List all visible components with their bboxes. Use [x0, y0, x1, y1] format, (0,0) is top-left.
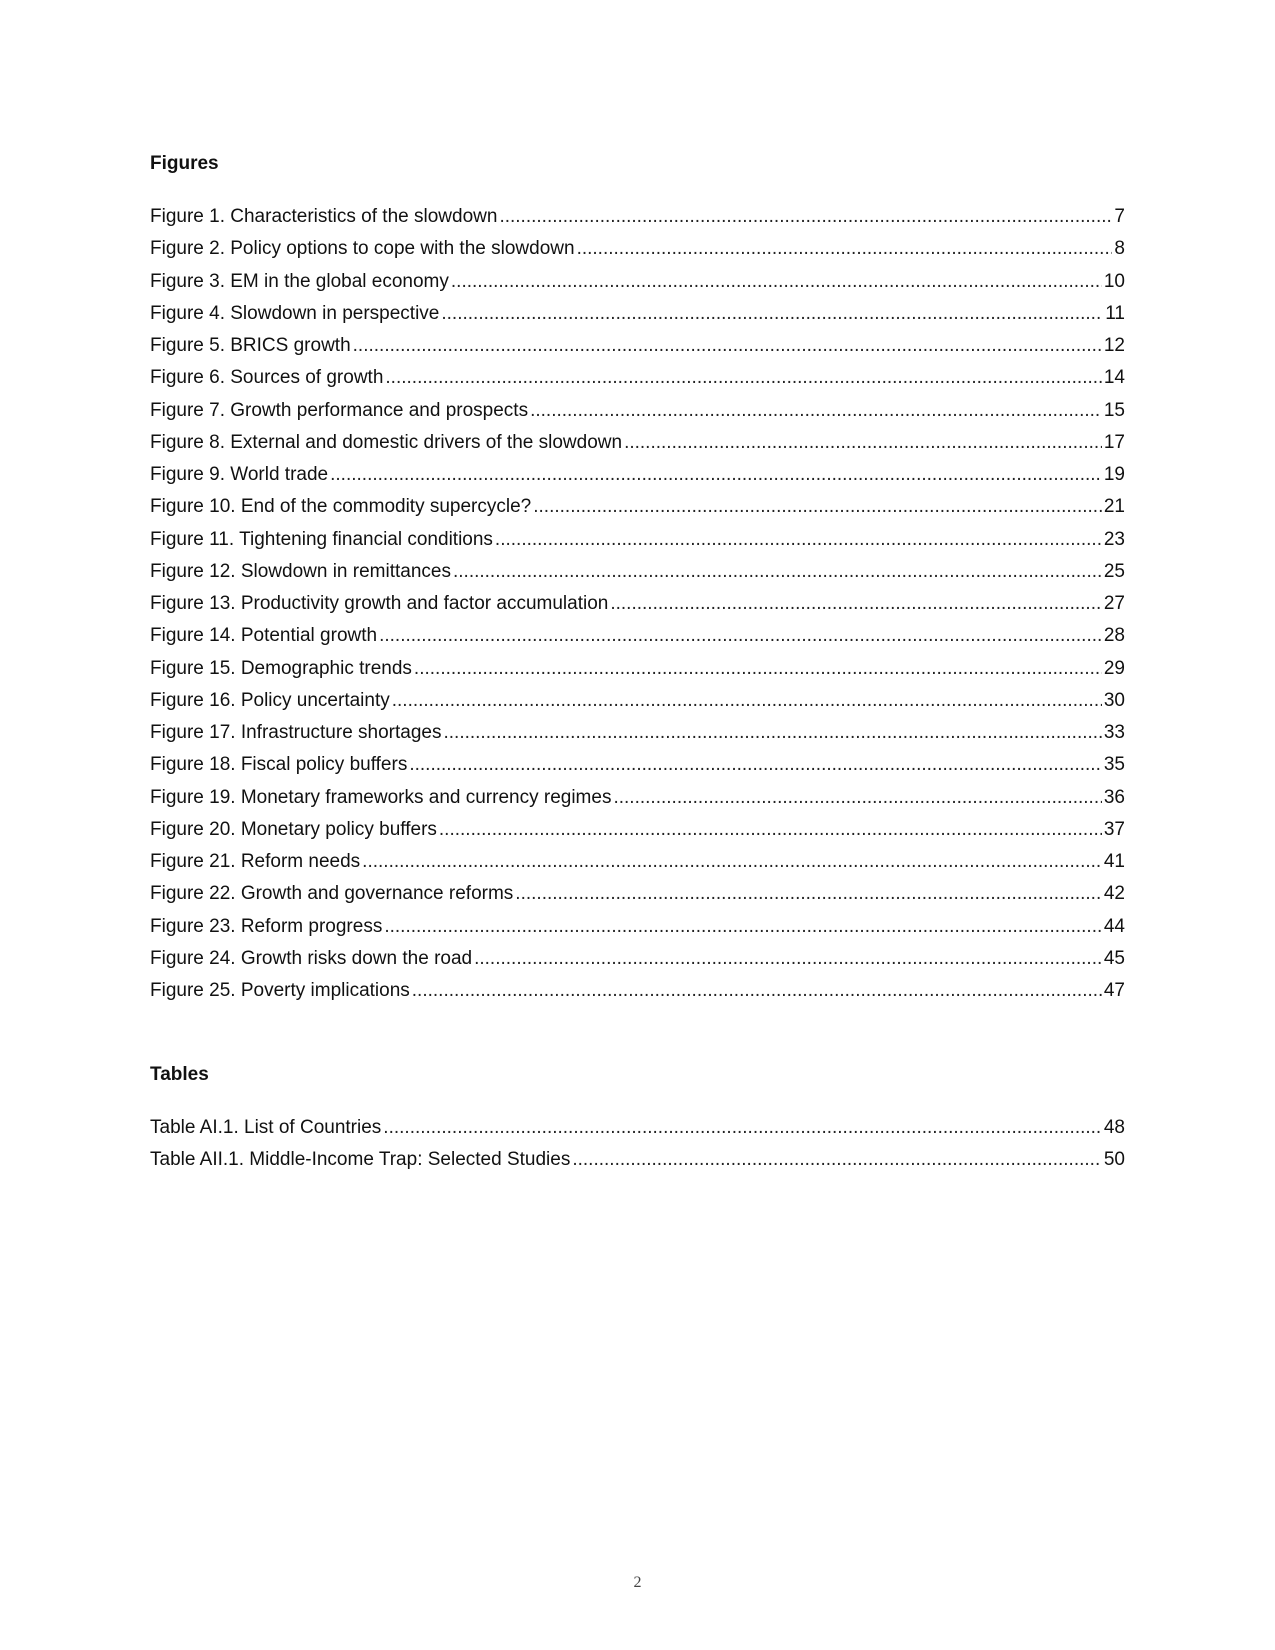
- figure-entry[interactable]: [150, 366, 1125, 398]
- dot-leader: [362, 850, 1102, 874]
- dot-leader: [379, 624, 1102, 648]
- table-entry-title: Table AII.1. Middle-Income Trap: Selected Studies: [150, 1149, 571, 1171]
- figure-entry-page: 25: [1103, 560, 1125, 582]
- figure-entry[interactable]: [150, 915, 1125, 947]
- figure-entry[interactable]: [150, 721, 1125, 753]
- tables-heading: Tables: [150, 1064, 209, 1085]
- figure-entry-title: Figure 24. Growth risks down the road: [150, 947, 473, 969]
- figure-entry-title: Figure 25. Poverty implications: [150, 980, 410, 1001]
- figure-entry[interactable]: [150, 624, 1125, 656]
- figure-entry[interactable]: [150, 818, 1125, 850]
- figure-entry-title: Figure 11. Tightening financial conditions: [150, 528, 493, 550]
- figure-entry-title: Figure 18. Fiscal policy buffers: [150, 754, 408, 776]
- figure-entry-title: Figure 1. Characteristics of the slowdown: [150, 206, 498, 227]
- figure-entry-title: Figure 17. Infrastructure shortages: [150, 722, 442, 743]
- figure-entry[interactable]: [150, 270, 1125, 302]
- figure-entry-page: 17: [1103, 431, 1125, 453]
- dot-leader: [439, 818, 1102, 842]
- figure-entry-title: Figure 4. Slowdown in perspective: [150, 302, 440, 324]
- figure-entry-title: Figure 7. Growth performance and prospects: [150, 399, 529, 421]
- dot-leader: [515, 882, 1102, 906]
- figure-entry[interactable]: [150, 334, 1125, 366]
- dot-leader: [409, 753, 1102, 777]
- figure-entry-page: 15: [1103, 399, 1125, 421]
- figure-entry[interactable]: [150, 431, 1125, 463]
- dot-leader: [530, 399, 1102, 423]
- figure-entry-title: Figure 20. Monetary policy buffers: [150, 818, 437, 840]
- figure-entry-page: 35: [1103, 754, 1125, 776]
- dot-leader: [572, 1148, 1102, 1172]
- dot-leader: [385, 366, 1101, 390]
- table-entry[interactable]: [150, 1148, 1125, 1180]
- figure-entry-title: Figure 2. Policy options to cope with the slowdown: [150, 238, 575, 260]
- table-entry-page: 48: [1103, 1117, 1125, 1138]
- figure-entry-page: 14: [1103, 367, 1125, 389]
- table-entry[interactable]: [150, 1116, 1125, 1148]
- dot-leader: [441, 302, 1103, 326]
- figure-entry-title: Figure 13. Productivity growth and factor accumulation: [150, 593, 609, 614]
- page-number: 2: [633, 1574, 642, 1591]
- table-entry-title: Table AI.1. List of Countries: [150, 1117, 382, 1138]
- dot-leader: [577, 237, 1113, 261]
- figure-entry-page: 10: [1103, 270, 1125, 292]
- figure-entry-title: Figure 5. BRICS growth: [150, 335, 351, 356]
- figure-entry-page: 27: [1103, 593, 1125, 614]
- dot-leader: [453, 560, 1102, 584]
- figure-entry-page: 12: [1103, 335, 1125, 356]
- dot-leader: [451, 270, 1102, 294]
- figure-entry[interactable]: [150, 947, 1125, 979]
- figure-entry-title: Figure 8. External and domestic drivers of the slowdown: [150, 431, 623, 453]
- dot-leader: [414, 657, 1102, 681]
- dot-leader: [474, 947, 1102, 971]
- figure-entry-title: Figure 23. Reform progress: [150, 915, 383, 937]
- figure-entry-page: 41: [1103, 851, 1125, 872]
- dot-leader: [499, 205, 1112, 229]
- figure-entry-title: Figure 16. Policy uncertainty: [150, 689, 390, 711]
- figure-entry[interactable]: [150, 850, 1125, 882]
- figure-entry-page: 8: [1114, 238, 1125, 260]
- figure-entry[interactable]: [150, 302, 1125, 334]
- figure-entry-title: Figure 6. Sources of growth: [150, 367, 384, 389]
- figure-entry[interactable]: [150, 592, 1125, 624]
- dot-leader: [533, 495, 1102, 519]
- figure-entry-page: 45: [1103, 947, 1125, 969]
- figure-entry-title: Figure 14. Potential growth: [150, 625, 378, 647]
- dot-leader: [613, 786, 1101, 810]
- figure-entry-title: Figure 9. World trade: [150, 464, 329, 485]
- figure-entry-page: 47: [1103, 980, 1125, 1001]
- dot-leader: [412, 979, 1102, 1003]
- figure-entry-title: Figure 10. End of the commodity supercycle?: [150, 496, 532, 518]
- figure-entry-page: 42: [1103, 883, 1125, 905]
- figure-entry[interactable]: [150, 205, 1125, 237]
- figure-entry[interactable]: [150, 560, 1125, 592]
- dot-leader: [383, 1116, 1102, 1140]
- figures-heading: Figures: [150, 153, 219, 174]
- figure-entry[interactable]: [150, 689, 1125, 721]
- dot-leader: [443, 721, 1101, 745]
- dot-leader: [495, 528, 1102, 552]
- figure-entry[interactable]: [150, 495, 1125, 527]
- figure-entry-title: Figure 19. Monetary frameworks and currency regimes: [150, 786, 612, 808]
- figure-entry-page: 7: [1114, 206, 1125, 227]
- figure-entry-title: Figure 21. Reform needs: [150, 851, 361, 872]
- figure-entry-title: Figure 3. EM in the global economy: [150, 270, 449, 292]
- figure-entry-page: 21: [1103, 496, 1125, 518]
- dot-leader: [392, 689, 1102, 713]
- figure-entry[interactable]: [150, 399, 1125, 431]
- figure-entry-page: 19: [1103, 464, 1125, 485]
- figure-entry[interactable]: [150, 786, 1125, 818]
- figure-entry-page: 33: [1103, 722, 1125, 743]
- figure-entry-page: 29: [1103, 657, 1125, 679]
- figure-entry[interactable]: [150, 237, 1125, 269]
- figure-entry[interactable]: [150, 657, 1125, 689]
- figure-entry[interactable]: [150, 753, 1125, 785]
- figure-entry-page: 44: [1103, 915, 1125, 937]
- dot-leader: [384, 915, 1102, 939]
- figure-entry-page: 11: [1105, 302, 1125, 324]
- dot-leader: [610, 592, 1102, 616]
- figure-entry-page: 23: [1103, 528, 1125, 550]
- figure-entry[interactable]: [150, 979, 1125, 1011]
- figure-entry[interactable]: [150, 528, 1125, 560]
- figure-entry-page: 37: [1103, 818, 1125, 840]
- figure-entry-page: 28: [1103, 625, 1125, 647]
- figure-entry-page: 36: [1103, 786, 1125, 808]
- dot-leader: [353, 334, 1102, 358]
- figure-entry-title: Figure 15. Demographic trends: [150, 657, 412, 679]
- dot-leader: [330, 463, 1102, 487]
- figure-entry[interactable]: [150, 882, 1125, 914]
- table-entry-page: 50: [1103, 1149, 1125, 1171]
- figure-entry[interactable]: [150, 463, 1125, 495]
- dot-leader: [624, 431, 1102, 455]
- figure-entry-title: Figure 22. Growth and governance reforms: [150, 883, 514, 905]
- figure-entry-title: Figure 12. Slowdown in remittances: [150, 560, 451, 582]
- list-of-figures: [150, 205, 1125, 1011]
- list-of-tables: [150, 1116, 1125, 1181]
- figure-entry-page: 30: [1103, 689, 1125, 711]
